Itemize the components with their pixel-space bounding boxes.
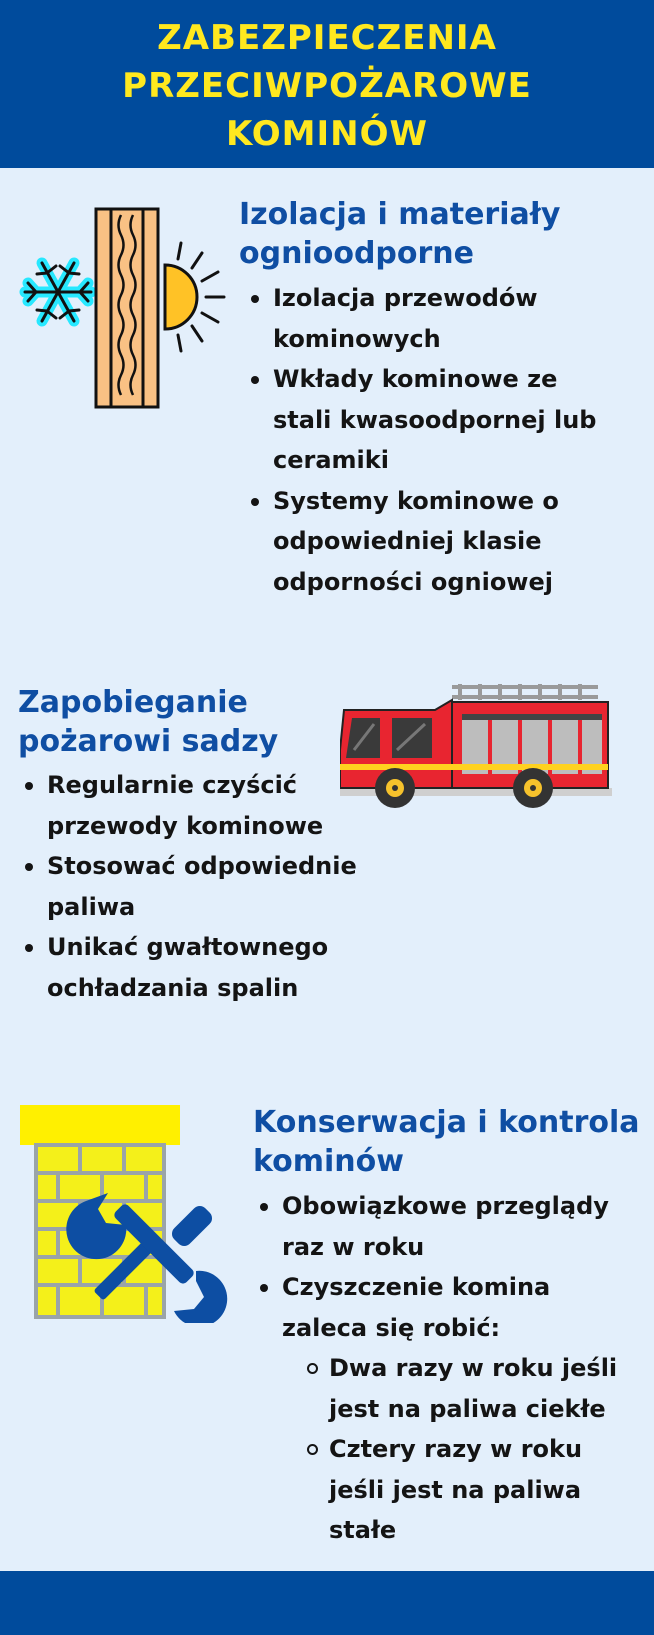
list-item: Izolacja przewodów kominowych bbox=[244, 278, 596, 359]
soot-fire-list bbox=[18, 765, 357, 1008]
footer-banner bbox=[0, 1571, 654, 1635]
fire-truck-icon bbox=[340, 680, 615, 815]
header-banner bbox=[0, 0, 654, 168]
sun-icon bbox=[165, 243, 224, 351]
list-item: Wkłady kominowe ze stali kwasoodpornej lub ceramiki bbox=[244, 359, 596, 481]
maintenance-list bbox=[253, 1186, 617, 1551]
list-item: Czyszczenie komina zaleca się robić: bbox=[253, 1267, 617, 1348]
page-title bbox=[0, 14, 654, 158]
list-item: Regularnie czyścić przewody kominowe bbox=[18, 765, 357, 846]
wheel-icon bbox=[513, 768, 553, 808]
title-line: PRZECIWPOŻAROWE bbox=[122, 66, 532, 106]
heading-line: Zapobieganie bbox=[18, 685, 248, 720]
section-heading-soot-fire bbox=[18, 683, 278, 761]
insulation-wall-icon bbox=[18, 195, 228, 415]
snowflake-icon bbox=[25, 263, 91, 321]
ladder-icon bbox=[452, 684, 598, 700]
title-line: ZABEZPIECZENIA bbox=[157, 18, 497, 58]
insulation-list bbox=[244, 278, 596, 602]
wheel-icon bbox=[375, 768, 415, 808]
sub-list-item: Cztery razy w roku jeśli jest na paliwa stałe bbox=[253, 1429, 617, 1551]
chimney-tools-icon bbox=[20, 1103, 230, 1323]
wall-icon bbox=[96, 209, 158, 407]
sub-list-item: Dwa razy w roku jeśli jest na paliwa ciekłe bbox=[253, 1348, 617, 1429]
section-heading-insulation bbox=[239, 195, 560, 273]
heading-line: pożarowi sadzy bbox=[18, 724, 279, 759]
list-item: Obowiązkowe przeglądy raz w roku bbox=[253, 1186, 617, 1267]
list-item: Stosować odpowiednie paliwa bbox=[18, 846, 357, 927]
heading-line: kominów bbox=[253, 1144, 404, 1179]
list-item: Unikać gwałtownego ochładzania spalin bbox=[18, 927, 357, 1008]
section-heading-maintenance bbox=[253, 1103, 640, 1181]
heading-line: Konserwacja i kontrola bbox=[253, 1105, 640, 1140]
title-line: KOMINÓW bbox=[225, 114, 429, 154]
heading-line: Izolacja i materiały bbox=[239, 197, 561, 232]
heading-line: ognioodporne bbox=[239, 236, 475, 271]
list-item: Systemy kominowe o odpowiedniej klasie odporności ogniowej bbox=[244, 481, 596, 603]
